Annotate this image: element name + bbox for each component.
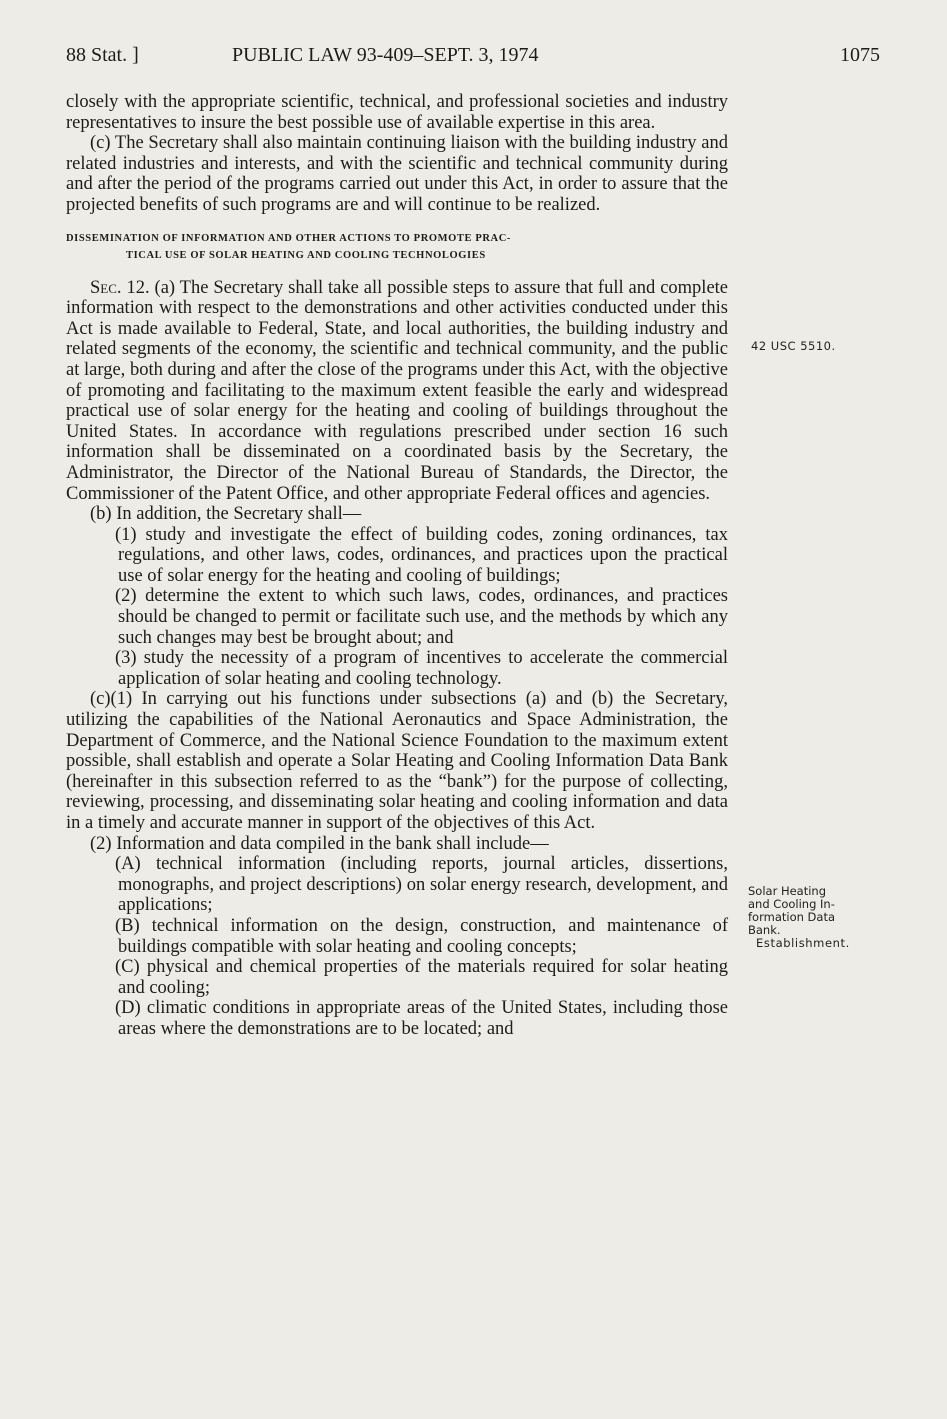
section-12-a-text: (a) The Secretary shall take all possible steps to assure that full and complete information with respect to the demonstrations and other activities conducted under this Act is made available to Federal, State, and local authorities, the building industry and related segments of the economy, the scientific and technical community, and the public at large, both during and after the close of the programs under this Act, with the objective of promoting and facilitating to the maximum extent feasible the early and widespread practical use of solar energy for the heating and cooling of buildings throughout the United States. In accordance with regulations prescribed under section 16 such information shall be disseminated on a coordinated basis by the Secretary, the Administrator, the Director of the National Bureau of Standards, the Director, the Commissioner of the Patent Office, and other appropriate Federal offices and agencies. [66,277,729,504]
section-heading [66,230,728,264]
section-heading-line-2: TICAL USE OF SOLAR HEATING AND COOLING TECHNOLOGIES [126,249,486,261]
paragraph-c1: (c)(1) In carrying out his functions under subsections (a) and (b) the Secretary, utilizing the capabilities of the National Aeronautics and Space Administration, the Department of Commerce, and the National Science Foundation to the maximum extent possible, shall establish and operate a Solar Heating and Cooling Information Data Bank (hereinafter in this subsection referred to as the “bank”) for the purpose of collecting, reviewing, processing, and disseminating solar heating and cooling information and data in a timely and accurate manner in support of the objectives of this Act. [66,689,728,833]
paragraph-c-liaison: (c) The Secretary shall also maintain continuing liaison with the building industry and related industries and interests, and with the scientific and technical community during and after the period of the programs carried out under this Act, in order to assure that the projected benefits of such programs are and will continue to be realized. [66,133,728,215]
paragraph-b3: (3) study the necessity of a program of incentives to accelerate the commercial application of solar heating and cooling technology. [115,648,728,689]
paragraph-c2: (2) Information and data compiled in the bank shall include— [90,833,549,854]
margin-note-line: formation Data [748,910,836,924]
paragraph-cA: (A) technical information (including reports, journal articles, dissertions, monographs, and project descriptions) on solar energy research, development, and applications; [115,854,728,916]
margin-note-line: and Cooling In- [748,897,835,911]
section-12-a [66,278,728,505]
intro-paragraph: closely with the appropriate scientific, technical, and professional societies and industry representatives to insure the best possible use of available expertise in this area. [66,92,728,133]
paragraph-b1: (1) study and investigate the effect of building codes, zoning ordinances, tax regulations, and other laws, codes, ordinances, and practices upon the practical use of solar energy for the heating and cooling of buildings; [115,524,728,586]
margin-note-solar-bank [748,885,858,950]
law-title: PUBLIC LAW 93-409–SEPT. 3, 1974 [232,44,539,66]
section-label: Sec. 12. [90,277,150,298]
margin-note-usc: 42 USC 5510. [751,339,836,353]
page-header [66,44,880,74]
margin-note-line: Solar Heating [748,884,827,898]
volume-reference: 88 Stat. ] [66,44,139,66]
paragraph-cC: (C) physical and chemical properties of the materials required for solar heating and cooling; [115,957,728,998]
margin-note-line: Bank. [748,923,781,937]
main-text [66,92,728,1040]
page-number: 1075 [840,44,880,66]
margin-note-establishment: Establishment. [756,936,850,950]
paragraph-cB: (B) technical information on the design, construction, and maintenance of buildings compatible with solar heating and cooling concepts; [115,915,728,957]
section-heading-line-1: DISSEMINATION OF INFORMATION AND OTHER ACTIONS TO PROMOTE PRAC- [66,232,512,244]
paragraph-cD: (D) climatic conditions in appropriate areas of the United States, including those areas where the demonstrations are to be located; and [115,998,728,1039]
paragraph-b2: (2) determine the extent to which such laws, codes, ordinances, and practices should be changed to permit or facilitate such use, and the methods by which any such changes may best be brought about; and [115,586,728,648]
paragraph-b-intro: (b) In addition, the Secretary shall— [90,504,362,525]
